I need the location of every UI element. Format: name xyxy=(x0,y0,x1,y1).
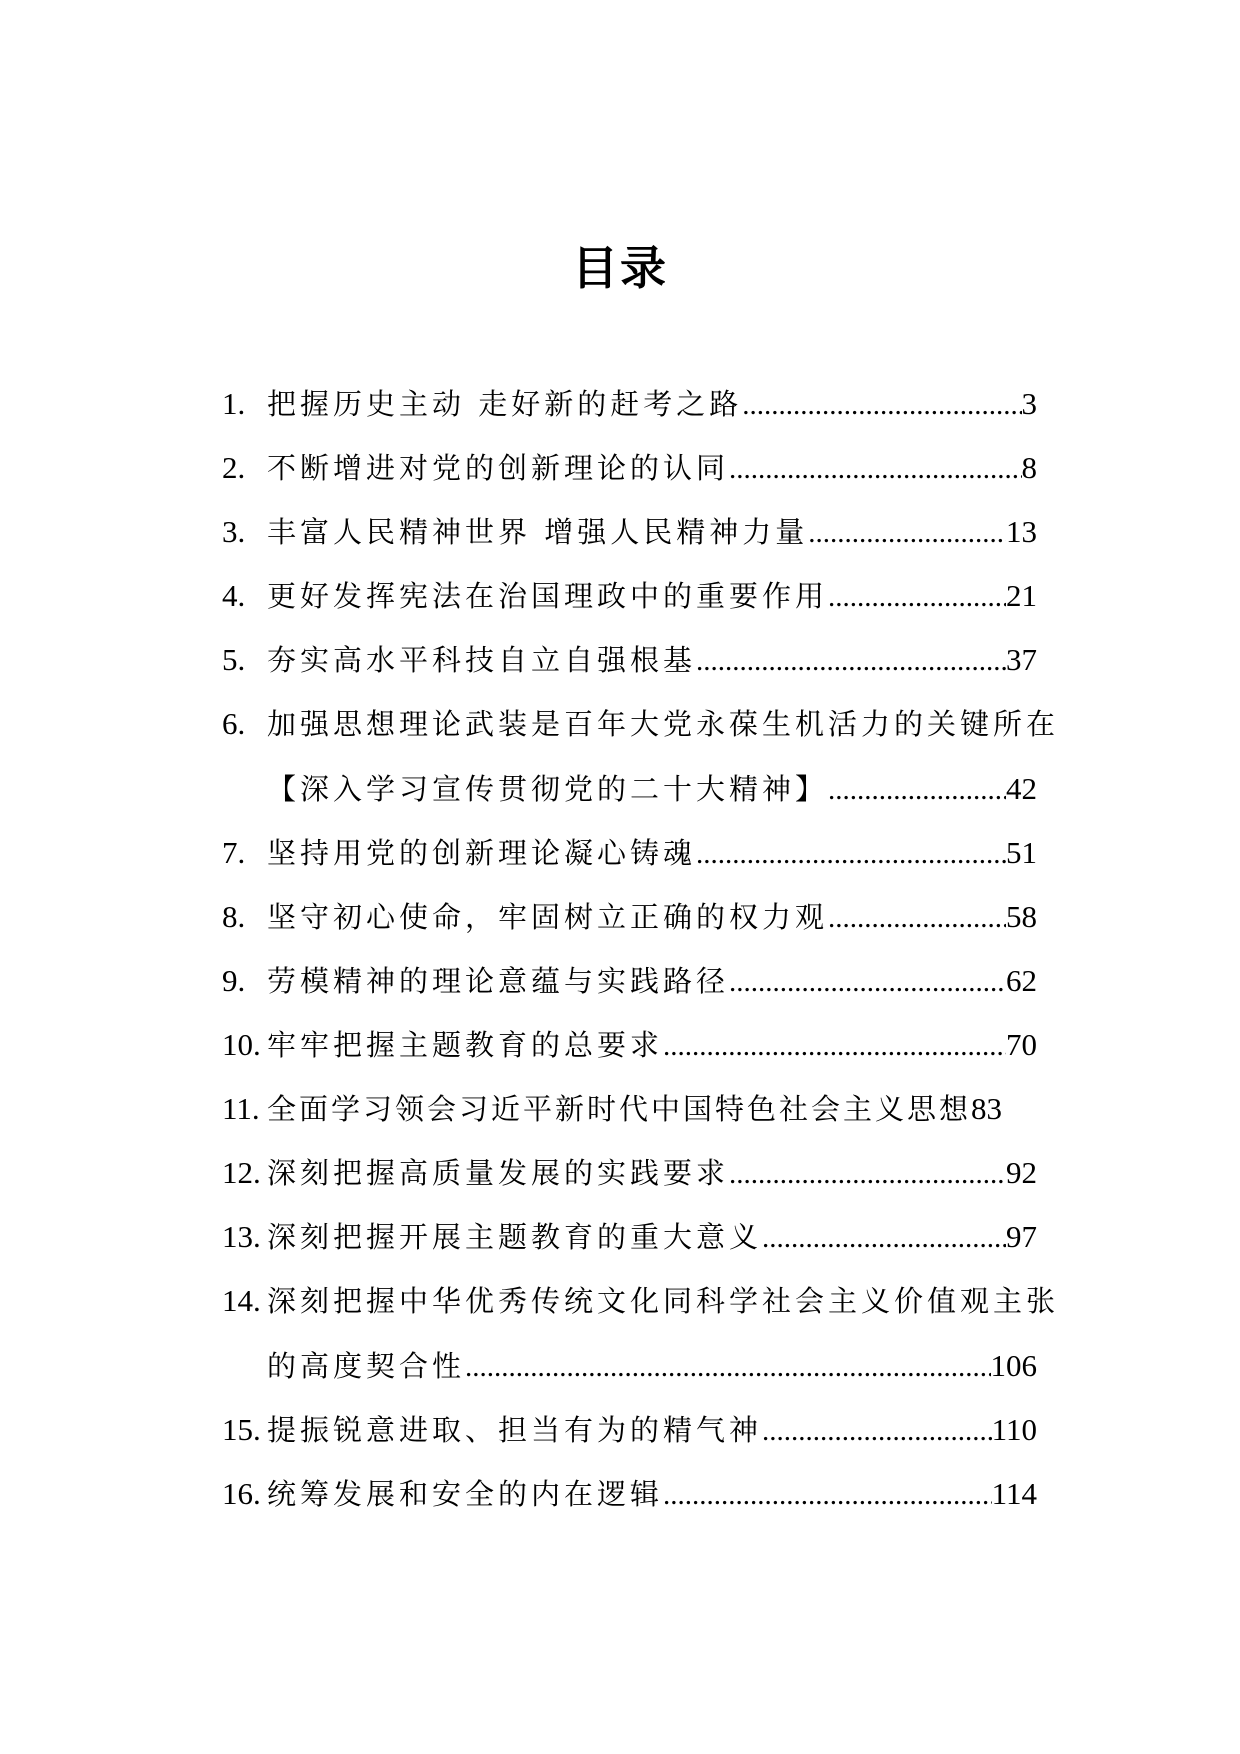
toc-entry-page: 70 xyxy=(1006,1027,1037,1062)
toc-leader-dots xyxy=(696,828,1006,880)
toc-leader-dots xyxy=(828,571,1006,623)
toc-entry-title: 劳模精神的理论意蕴与实践路径 xyxy=(267,964,730,998)
toc-entry-number: 1. xyxy=(222,386,246,421)
toc-entry-page: 8 xyxy=(1021,450,1037,485)
toc-entry-title: 不断增进对党的创新理论的认同 xyxy=(267,451,730,485)
toc-entry-page: 37 xyxy=(1006,642,1037,677)
toc-leader-dots xyxy=(729,956,1006,1008)
page-title: 目录 xyxy=(572,241,668,295)
toc-leader-dots xyxy=(663,1469,992,1521)
toc-entry-number: 3. xyxy=(222,514,246,549)
toc-entry-page: 21 xyxy=(1006,578,1037,613)
toc-entry-title: 深刻把握开展主题教育的重大意义 xyxy=(267,1220,763,1254)
toc-entry-page: 97 xyxy=(1006,1219,1037,1254)
toc-entry-page: 62 xyxy=(1006,963,1037,998)
toc-leader-dots xyxy=(828,764,1006,816)
toc-entry-page: 83 xyxy=(971,1091,1003,1126)
toc-entry-page: 3 xyxy=(1021,386,1037,421)
toc-entry-number: 12. xyxy=(222,1155,261,1190)
toc-entry-number: 13. xyxy=(222,1219,261,1254)
toc-entry-number: 5. xyxy=(222,642,246,677)
toc-leader-dots xyxy=(663,1020,1006,1072)
toc-entry-title: 丰富人民精神世界 增强人民精神力量 xyxy=(267,515,809,549)
toc-entry-number: 9. xyxy=(222,963,246,998)
toc-entry-page: 13 xyxy=(1006,514,1037,549)
toc-entry-title: 深刻把握高质量发展的实践要求 xyxy=(267,1156,730,1190)
toc-leader-dots xyxy=(808,507,1006,559)
toc-entry-title: 全面学习领会习近平新时代中国特色社会主义思想 xyxy=(267,1092,972,1126)
toc-entry-title-line2: 的高度契合性 xyxy=(267,1349,466,1383)
toc-entry-title: 牢牢把握主题教育的总要求 xyxy=(267,1028,664,1062)
toc-entry-page: 114 xyxy=(991,1476,1037,1511)
toc-leader-dots xyxy=(742,379,1021,431)
toc-entry-number: 15. xyxy=(222,1412,261,1447)
toc-leader-dots xyxy=(465,1341,990,1393)
toc-entry-title: 夯实高水平科技自立自强根基 xyxy=(267,643,697,677)
toc-entry-number: 14. xyxy=(222,1283,261,1318)
toc-entry-page: 106 xyxy=(990,1348,1037,1383)
toc-entry-page: 110 xyxy=(991,1412,1037,1447)
toc-entry-number: 2. xyxy=(222,450,246,485)
toc-entry-number: 16. xyxy=(222,1476,261,1511)
toc-entry-page: 92 xyxy=(1006,1155,1037,1190)
toc-leader-dots xyxy=(828,892,1006,944)
toc-entry-page: 42 xyxy=(1006,771,1037,806)
toc-entry-title: 把握历史主动 走好新的赶考之路 xyxy=(267,387,743,421)
toc-entry-title: 更好发挥宪法在治国理政中的重要作用 xyxy=(267,579,829,613)
toc-leader-dots xyxy=(762,1212,1006,1264)
toc-entry-title-line1: 深刻把握中华优秀传统文化同科学社会主义价值观主张 xyxy=(267,1284,1060,1318)
toc-entry-number: 10. xyxy=(222,1027,261,1062)
toc-entry-title-line2: 【深入学习宣传贯彻党的二十大精神】 xyxy=(267,772,829,806)
toc-leader-dots xyxy=(696,635,1006,687)
toc-leader-dots xyxy=(729,443,1021,495)
toc-entry-title: 坚持用党的创新理论凝心铸魂 xyxy=(267,836,697,870)
toc-entry-number: 8. xyxy=(222,899,246,934)
toc-entry-page: 51 xyxy=(1006,835,1037,870)
toc-entry-number: 7. xyxy=(222,835,246,870)
toc-entry-number: 6. xyxy=(222,706,246,741)
toc-entry-page: 58 xyxy=(1006,899,1037,934)
toc-entry-title: 坚守初心使命，牢固树立正确的权力观 xyxy=(267,900,829,934)
toc-entry-title: 提振锐意进取、担当有为的精气神 xyxy=(267,1413,763,1447)
toc-entry-number: 4. xyxy=(222,578,246,613)
toc-leader-dots xyxy=(762,1405,992,1457)
toc-entry-title: 统筹发展和安全的内在逻辑 xyxy=(267,1477,664,1511)
toc-entry-number: 11. xyxy=(222,1091,260,1126)
toc-entry-title-line1: 加强思想理论武装是百年大党永葆生机活力的关键所在 xyxy=(267,707,1060,741)
toc-leader-dots xyxy=(729,1148,1006,1200)
